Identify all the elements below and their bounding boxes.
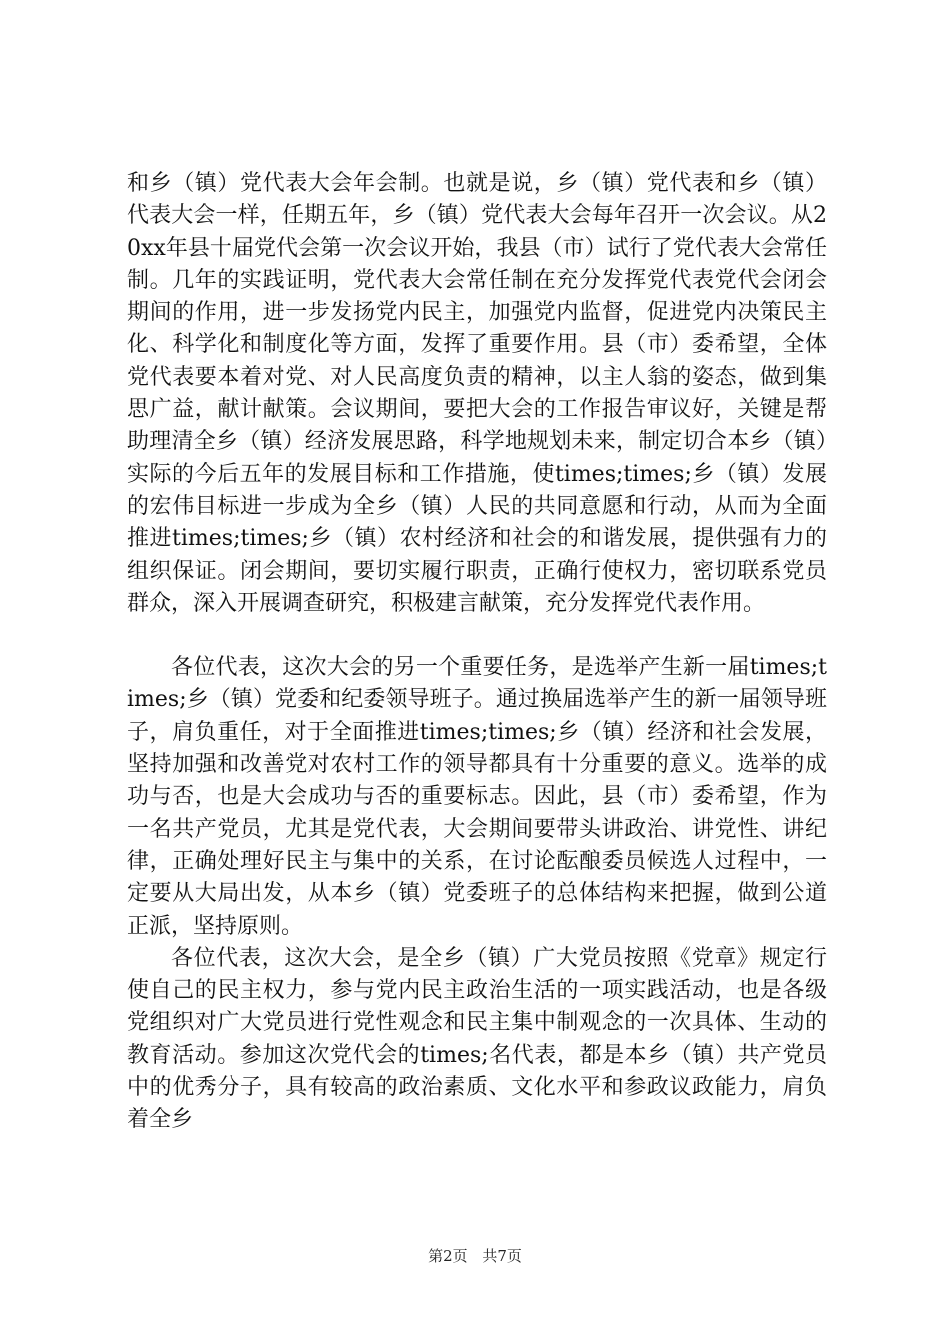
page-number: 第2页: [428, 1247, 468, 1265]
page-total: 共7页: [482, 1247, 522, 1265]
paragraph-2: 各位代表，这次大会的另一个重要任务，是选举产生新一届times;times;乡（镇）党委和纪委领导班子。通过换届选举产生的新一届领导班子，肩负重任，对于全面推进times;times;乡（镇）经济和社会发展，坚持加强和改善党对农村工作的领导都具有十分重要的意义。选举的成功与否，也是大会成功与否的重要标志。因此，县（市）委希望，作为一名共产党员，尤其是党代表，大会期间要带头讲政治、讲党性、讲纪律，正确处理好民主与集中的关系，在讨论酝酿委员候选人过程中，一定要从大局出发，从本乡（镇）党委班子的总体结构来把握，做到公道正派，坚持原则。: [127, 655, 827, 939]
paragraph-1: 和乡（镇）党代表大会年会制。也就是说，乡（镇）党代表和乡（镇）代表大会一样，任期五年，乡（镇）党代表大会每年召开一次会议。从20xx年县十届党代会第一次会议开始，我县（市）试行了党代表大会常任制。几年的实践证明，党代表大会常任制在充分发挥党代表党代会闭会期间的作用，进一步发扬党内民主，加强党内监督，促进党内决策民主化、科学化和制度化等方面，发挥了重要作用。县（市）委希望，全体党代表要本着对党、对人民高度负责的精神，以主人翁的姿态，做到集思广益，献计献策。会议期间，要把大会的工作报告审议好，关键是帮助理清全乡（镇）经济发展思路，科学地规划未来，制定切合本乡（镇）实际的今后五年的发展目标和工作措施，使times;times;乡（镇）发展的宏伟目标进一步成为全乡（镇）人民的共同意愿和行动，从而为全面推进times;times;乡（镇）农村经济和社会的和谐发展，提供强有力的组织保证。闭会期间，要切实履行职责，正确行使权力，密切联系党员群众，深入开展调查研究，积极建言献策，充分发挥党代表作用。: [127, 171, 827, 616]
page-footer: [0, 1245, 950, 1266]
paragraph-3: 各位代表，这次大会，是全乡（镇）广大党员按照《党章》规定行使自己的民主权力，参与党内民主政治生活的一项实践活动，也是各级党组织对广大党员进行党性观念和民主集中制观念的一次具体、生动的教育活动。参加这次党代会的times;名代表，都是本乡（镇）共产党员中的优秀分子，具有较高的政治素质、文化水平和参政议政能力，肩负着全乡: [127, 945, 827, 1133]
document-body: [127, 168, 827, 1137]
